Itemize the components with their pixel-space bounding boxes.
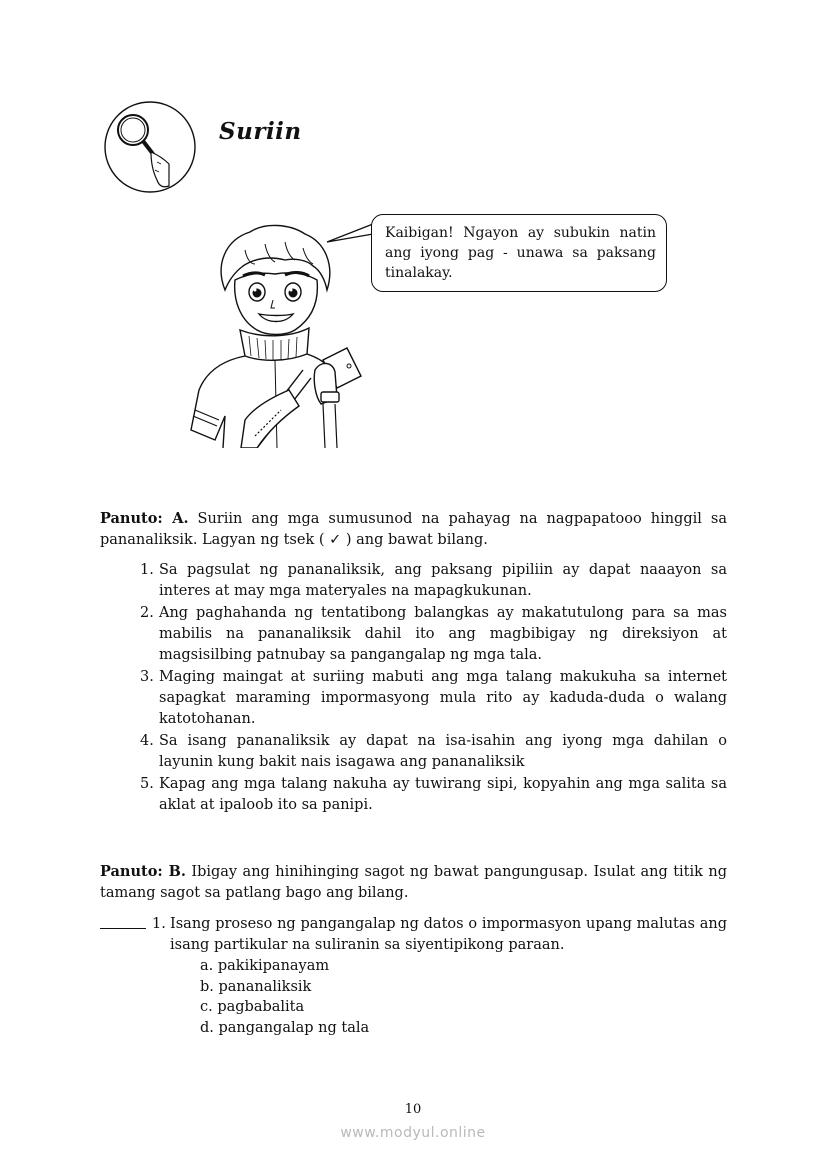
- part-a-label: Panuto: A.: [100, 510, 189, 527]
- statement-item: [138, 560, 727, 602]
- part-b-instruction-text: Ibigay ang hinihinging sagot ng bawat pangungusap. Isulat ang titik ng tamang sagot sa patlang bago ang bilang.: [100, 864, 727, 901]
- question-text-content: Isang proseso ng pangangalap ng datos o impormasyon upang malutas ang isang partikular na suliranin sa siyentipikong paraan.: [170, 916, 727, 953]
- magnifying-glass-icon: [103, 100, 197, 194]
- statement-text: Maging maingat at suriing mabuti ang mga talang makukuha sa internet sapagkat maraming impormasyong mula rito ay kaduda-duda o walang katotohanan.: [159, 669, 727, 727]
- statement-text: Kapag ang mga talang nakuha ay tuwirang sipi, kopyahin ang mga salita sa aklat at ipaloob ito sa panipi.: [159, 776, 727, 813]
- part-a-instruction-text: Suriin ang mga sumusunod na pahayag na nagpapatooo hinggil sa pananaliksik. Lagyan ng tsek ( ✓ ) ang bawat bilang.: [100, 511, 728, 548]
- question-text: [170, 914, 727, 956]
- watermark: www.modyul.online: [340, 1125, 486, 1141]
- statement-item: [138, 603, 727, 666]
- part-a-instruction: [100, 508, 727, 551]
- answer-choices: [200, 956, 369, 1038]
- part-b-label: Panuto: B.: [100, 863, 186, 880]
- section-title: Suriin: [219, 118, 302, 145]
- statement-item: [138, 667, 727, 730]
- choice-b: b. pananaliksik: [200, 978, 312, 995]
- question-item: [100, 914, 727, 958]
- part-b-instruction: [100, 861, 727, 904]
- student-character-illustration: [185, 220, 375, 448]
- choice-c: c. pagbabalita: [200, 999, 305, 1015]
- speech-bubble: Kaibigan! Ngayon ay subukin natin ang iyong pag - unawa sa paksang tinalakay.: [371, 214, 667, 292]
- statement-number: 5.: [140, 776, 154, 792]
- statement-number: 2.: [140, 605, 154, 621]
- statement-text: Ang paghahanda ng tentatibong balangkas ay makatutulong para sa mas mabilis na pananaliksik dahil ito ang magbibigay ng direksiyon at magsisilbing patnubay sa pangangalap ng mga tala.: [159, 605, 727, 663]
- statement-item: [138, 731, 727, 773]
- statement-item: [138, 774, 727, 816]
- answer-blank[interactable]: [100, 914, 146, 929]
- part-a-statement-list: [138, 560, 727, 816]
- statement-text: Sa isang pananaliksik ay dapat na isa-isahin ang iyong mga dahilan o layunin kung bakit nais isagawa ang pananaliksik: [159, 733, 727, 770]
- choice-d: d. pangangalap ng tala: [200, 1019, 370, 1036]
- statement-number: 4.: [140, 733, 154, 749]
- page-number: 10: [404, 1102, 422, 1117]
- statement-number: 3.: [140, 669, 154, 685]
- statement-number: 1.: [140, 562, 154, 578]
- question-number: 1.: [152, 916, 166, 932]
- statement-text: Sa pagsulat ng pananaliksik, ang paksang pipiliin ay dapat naaayon sa interes at may mga materyales na mapagkukunan.: [159, 562, 727, 599]
- choice-a: a. pakikipanayam: [200, 958, 330, 974]
